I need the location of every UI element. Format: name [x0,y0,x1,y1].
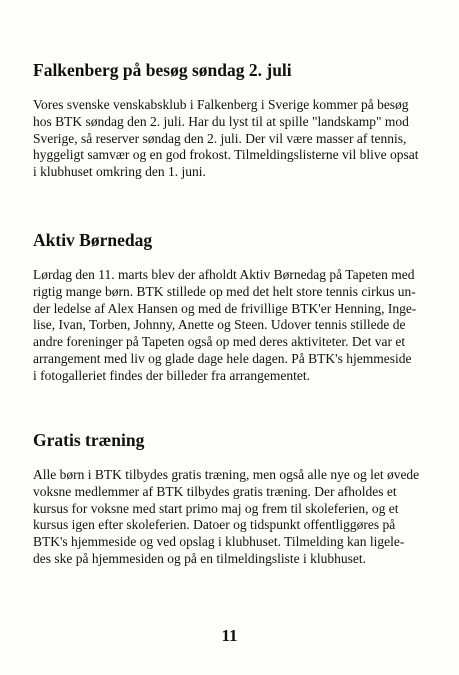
body-line: BTK's hjemmeside og ved opslag i klubhuset. Tilmelding kan ligele- [33,534,405,550]
body-line: rigtig mange børn. BTK stillede op med det helt store tennis cirkus un- [33,283,416,299]
body-line: kursus igen efter skoleferien. Datoer og tidspunkt offentliggøres på [33,517,396,533]
body-line: i klubhuset omkring den 1. juni. [33,164,206,180]
body-line: i fotogalleriet findes der billeder fra arrangementet. [33,367,310,383]
body-line: andre foreninger på Tapeten også op med deres aktiviteter. Det var et [33,334,406,350]
body-line: Sverige, så reserver søndag den 2. juli. Der vil være masser af tennis, [33,130,407,146]
body-line: Lørdag den 11. marts blev der afholdt Aktiv Børnedag på Tapeten med [33,267,415,282]
body-line: hos BTK søndag den 2. juli. Har du lyst til at spille "landskamp" mod [33,113,409,129]
section-body [33,267,428,385]
section-falkenberg [33,59,428,181]
body-line: hyggeligt samvær og en god frokost. Tilmeldingslisterne vil blive opsat [33,147,419,163]
section-heading: Gratis træning [33,430,145,450]
section-heading: Falkenberg på besøg søndag 2. juli [33,60,292,80]
body-line: lise, Ivan, Torben, Johnny, Anette og Steen. Udover tennis stillede de [33,317,406,333]
section-heading: Aktiv Børnedag [33,230,153,250]
body-line: arrangement med liv og glade dage hele dagen. På BTK's hjemmeside [33,350,412,366]
body-line: Alle børn i BTK tilbydes gratis træning, men også alle nye og let øvede [33,467,420,482]
body-line: kursus for voksne med start primo maj og frem til skoleferien, og et [33,500,399,516]
body-line: des ske på hjemmesiden og på en tilmeldingsliste i klubhuset. [33,550,366,566]
section-body [33,97,428,181]
section-body [33,467,428,568]
section-aktiv-boernedag [33,229,428,385]
body-line: Vores svenske venskabsklub i Falkenberg i Sverige kommer på besøg [33,97,409,112]
body-line: voksne medlemmer af BTK tilbydes gratis træning. Der afholdes et [33,483,397,499]
section-gratis-traening [33,429,428,568]
page-number: 11 [221,626,238,645]
body-line: der ledelse af Alex Hansen og med de frivillige BTK'er Henning, Inge- [33,300,417,316]
